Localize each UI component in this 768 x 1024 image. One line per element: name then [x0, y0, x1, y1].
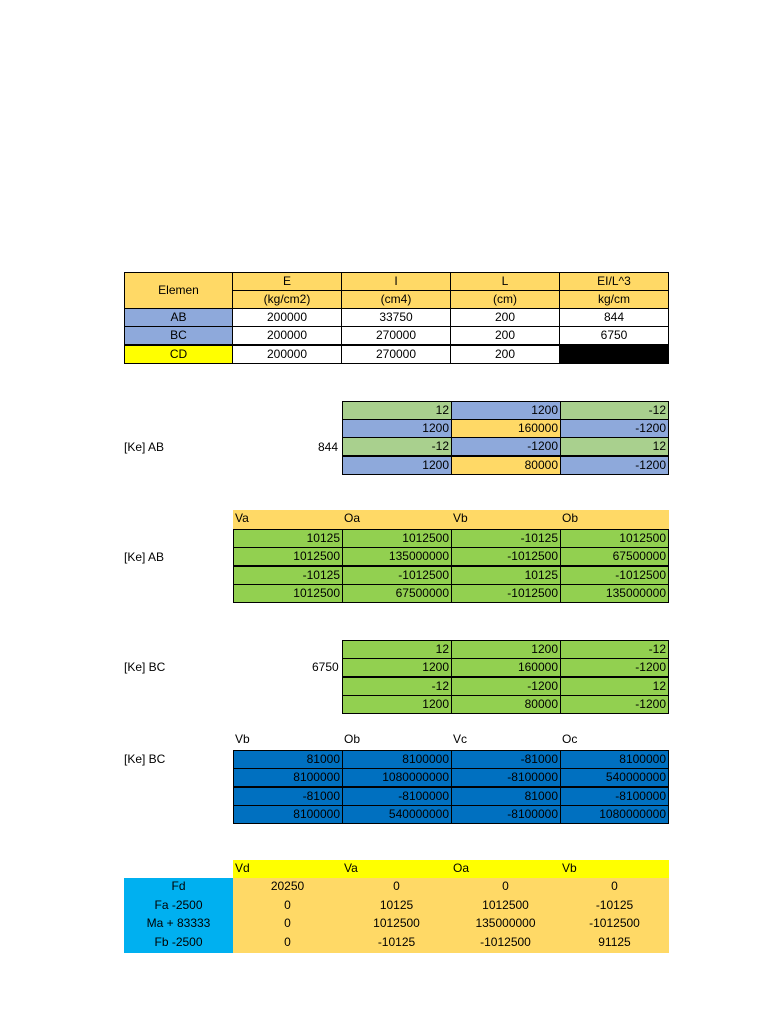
matrix-cell[interactable]: 1200	[451, 640, 561, 659]
force-cell[interactable]: 0	[342, 878, 451, 897]
force-cell[interactable]: 0	[233, 934, 342, 953]
table-cell[interactable]: 200	[450, 308, 560, 327]
matrix-cell[interactable]: 81000	[233, 750, 343, 769]
table-cell[interactable]: 844	[559, 308, 669, 327]
force-cell[interactable]: -1012500	[451, 934, 560, 953]
unit-i[interactable]: (cm4)	[341, 290, 451, 309]
ke-ab-factor: 844	[318, 440, 339, 454]
matrix-cell[interactable]: 67500000	[342, 584, 452, 603]
unit-l[interactable]: (cm)	[450, 290, 560, 309]
matrix-cell[interactable]: -12	[560, 401, 669, 420]
table-cell[interactable]: 200	[450, 345, 560, 364]
header-elemen[interactable]: Elemen	[124, 272, 233, 309]
matrix-cell[interactable]: 135000000	[342, 547, 452, 566]
matrix-cell[interactable]: 1200	[451, 401, 561, 420]
force-row-label[interactable]: Ma + 83333	[124, 915, 233, 934]
header-i[interactable]: I	[341, 272, 451, 291]
force-row-label[interactable]: Fa -2500	[124, 897, 233, 916]
matrix-cell[interactable]: -12	[342, 677, 452, 696]
matrix-cell[interactable]: 10125	[451, 566, 561, 585]
force-cell[interactable]: 0	[451, 878, 560, 897]
matrix-cell[interactable]: 540000000	[560, 768, 669, 787]
matrix-cell[interactable]: 1012500	[342, 529, 452, 548]
matrix-cell[interactable]: -1200	[560, 658, 669, 677]
element-bc[interactable]: BC	[124, 326, 233, 345]
dof-header[interactable]: Vb	[451, 510, 560, 529]
matrix-cell[interactable]: -1200	[560, 695, 669, 714]
element-ab[interactable]: AB	[124, 308, 233, 327]
dof-header[interactable]: Vb	[560, 860, 669, 879]
header-l[interactable]: L	[450, 272, 560, 291]
matrix-cell[interactable]: 12	[560, 437, 669, 456]
force-row-label[interactable]: Fb -2500	[124, 934, 233, 953]
matrix-cell[interactable]: -81000	[451, 750, 561, 769]
matrix-cell[interactable]: -1200	[560, 456, 669, 475]
ke-bc-full-label: [Ke] BC	[124, 752, 166, 766]
force-cell[interactable]: 1012500	[342, 915, 451, 934]
matrix-cell[interactable]: -1200	[560, 419, 669, 438]
matrix-cell[interactable]: -1012500	[451, 547, 561, 566]
matrix-cell[interactable]: 1200	[342, 456, 452, 475]
matrix-cell[interactable]: 12	[560, 677, 669, 696]
ke-bc-label: [Ke] BC	[124, 660, 166, 674]
matrix-cell[interactable]: 12	[342, 401, 452, 420]
force-row-label[interactable]: Fd	[124, 878, 233, 897]
matrix-cell[interactable]: -1012500	[451, 584, 561, 603]
force-cell[interactable]: 135000000	[451, 915, 560, 934]
matrix-cell[interactable]: 80000	[451, 456, 561, 475]
matrix-cell[interactable]: 8100000	[233, 768, 343, 787]
matrix-cell[interactable]: 1012500	[560, 529, 669, 548]
unit-eil3[interactable]: kg/cm	[559, 290, 669, 309]
dof-header[interactable]: Ob	[560, 510, 669, 529]
force-cell[interactable]: -10125	[342, 934, 451, 953]
matrix-cell[interactable]: 540000000	[342, 805, 452, 824]
table-cell[interactable]: 200000	[232, 308, 342, 327]
dof-header[interactable]: Oa	[342, 510, 451, 529]
matrix-cell[interactable]: -1200	[451, 437, 561, 456]
matrix-cell[interactable]: 10125	[233, 529, 343, 548]
force-cell[interactable]: 0	[233, 897, 342, 916]
matrix-cell[interactable]: 160000	[451, 419, 561, 438]
element-cd[interactable]: CD	[124, 345, 233, 364]
matrix-cell[interactable]: 1012500	[233, 547, 343, 566]
force-cell[interactable]: 1012500	[451, 897, 560, 916]
matrix-cell[interactable]: 80000	[451, 695, 561, 714]
dof-header[interactable]: Oc	[562, 732, 578, 746]
dof-header[interactable]: Ob	[344, 732, 361, 746]
matrix-cell[interactable]: -10125	[451, 529, 561, 548]
matrix-cell[interactable]: -12	[560, 640, 669, 659]
dof-header[interactable]: Va	[342, 860, 451, 879]
force-cell[interactable]: 20250	[233, 878, 342, 897]
header-eil3[interactable]: EI/L^3	[559, 272, 669, 291]
force-cell[interactable]: 10125	[342, 897, 451, 916]
matrix-cell[interactable]: 8100000	[342, 750, 452, 769]
ke-ab-full-label: [Ke] AB	[124, 550, 165, 564]
matrix-cell[interactable]: 1080000000	[342, 768, 452, 787]
matrix-cell[interactable]: -81000	[233, 787, 343, 806]
table-cell[interactable]: 270000	[341, 345, 451, 364]
dof-header[interactable]: Oa	[451, 860, 560, 879]
force-cell[interactable]: -10125	[560, 897, 669, 916]
matrix-cell[interactable]: -12	[342, 437, 452, 456]
matrix-cell[interactable]: 135000000	[560, 584, 669, 603]
table-cell[interactable]: 6750	[559, 326, 669, 345]
matrix-cell[interactable]: -8100000	[560, 787, 669, 806]
matrix-cell[interactable]: 8100000	[233, 805, 343, 824]
force-cell[interactable]: -1012500	[560, 915, 669, 934]
matrix-cell[interactable]: 1012500	[233, 584, 343, 603]
table-cell[interactable]: 200000	[232, 345, 342, 364]
matrix-cell[interactable]: 81000	[451, 787, 561, 806]
matrix-cell[interactable]: -8100000	[451, 805, 561, 824]
matrix-cell[interactable]: 67500000	[560, 547, 669, 566]
dof-header[interactable]: Va	[233, 510, 342, 529]
matrix-cell[interactable]: 8100000	[560, 750, 669, 769]
table-cell[interactable]: 33750	[341, 308, 451, 327]
matrix-cell[interactable]: 1200	[342, 419, 452, 438]
ke-bc-factor: 6750	[312, 660, 339, 674]
matrix-cell[interactable]: -8100000	[342, 787, 452, 806]
table-cell[interactable]: 270000	[341, 326, 451, 345]
dof-header[interactable]: Vc	[453, 732, 468, 746]
matrix-cell[interactable]: 1200	[342, 695, 452, 714]
matrix-cell[interactable]: 160000	[451, 658, 561, 677]
header-e[interactable]: E	[232, 272, 342, 291]
matrix-cell[interactable]: 1200	[342, 658, 452, 677]
force-cell[interactable]: 91125	[560, 934, 669, 953]
unit-e[interactable]: (kg/cm2)	[232, 290, 342, 309]
table-cell[interactable]: 200000	[232, 326, 342, 345]
matrix-cell[interactable]: -1200	[451, 677, 561, 696]
table-cell-blacked[interactable]	[559, 345, 669, 364]
table-cell[interactable]: 200	[450, 326, 560, 345]
matrix-cell[interactable]: -10125	[233, 566, 343, 585]
dof-header[interactable]: Vb	[235, 732, 250, 746]
matrix-cell[interactable]: -1012500	[342, 566, 452, 585]
matrix-cell[interactable]: -1012500	[560, 566, 669, 585]
dof-header[interactable]: Vd	[233, 860, 342, 879]
force-cell[interactable]: 0	[233, 915, 342, 934]
matrix-cell[interactable]: 1080000000	[560, 805, 669, 824]
force-cell[interactable]: 0	[560, 878, 669, 897]
matrix-cell[interactable]: 12	[342, 640, 452, 659]
matrix-cell[interactable]: -8100000	[451, 768, 561, 787]
ke-ab-label: [Ke] AB	[124, 440, 165, 454]
